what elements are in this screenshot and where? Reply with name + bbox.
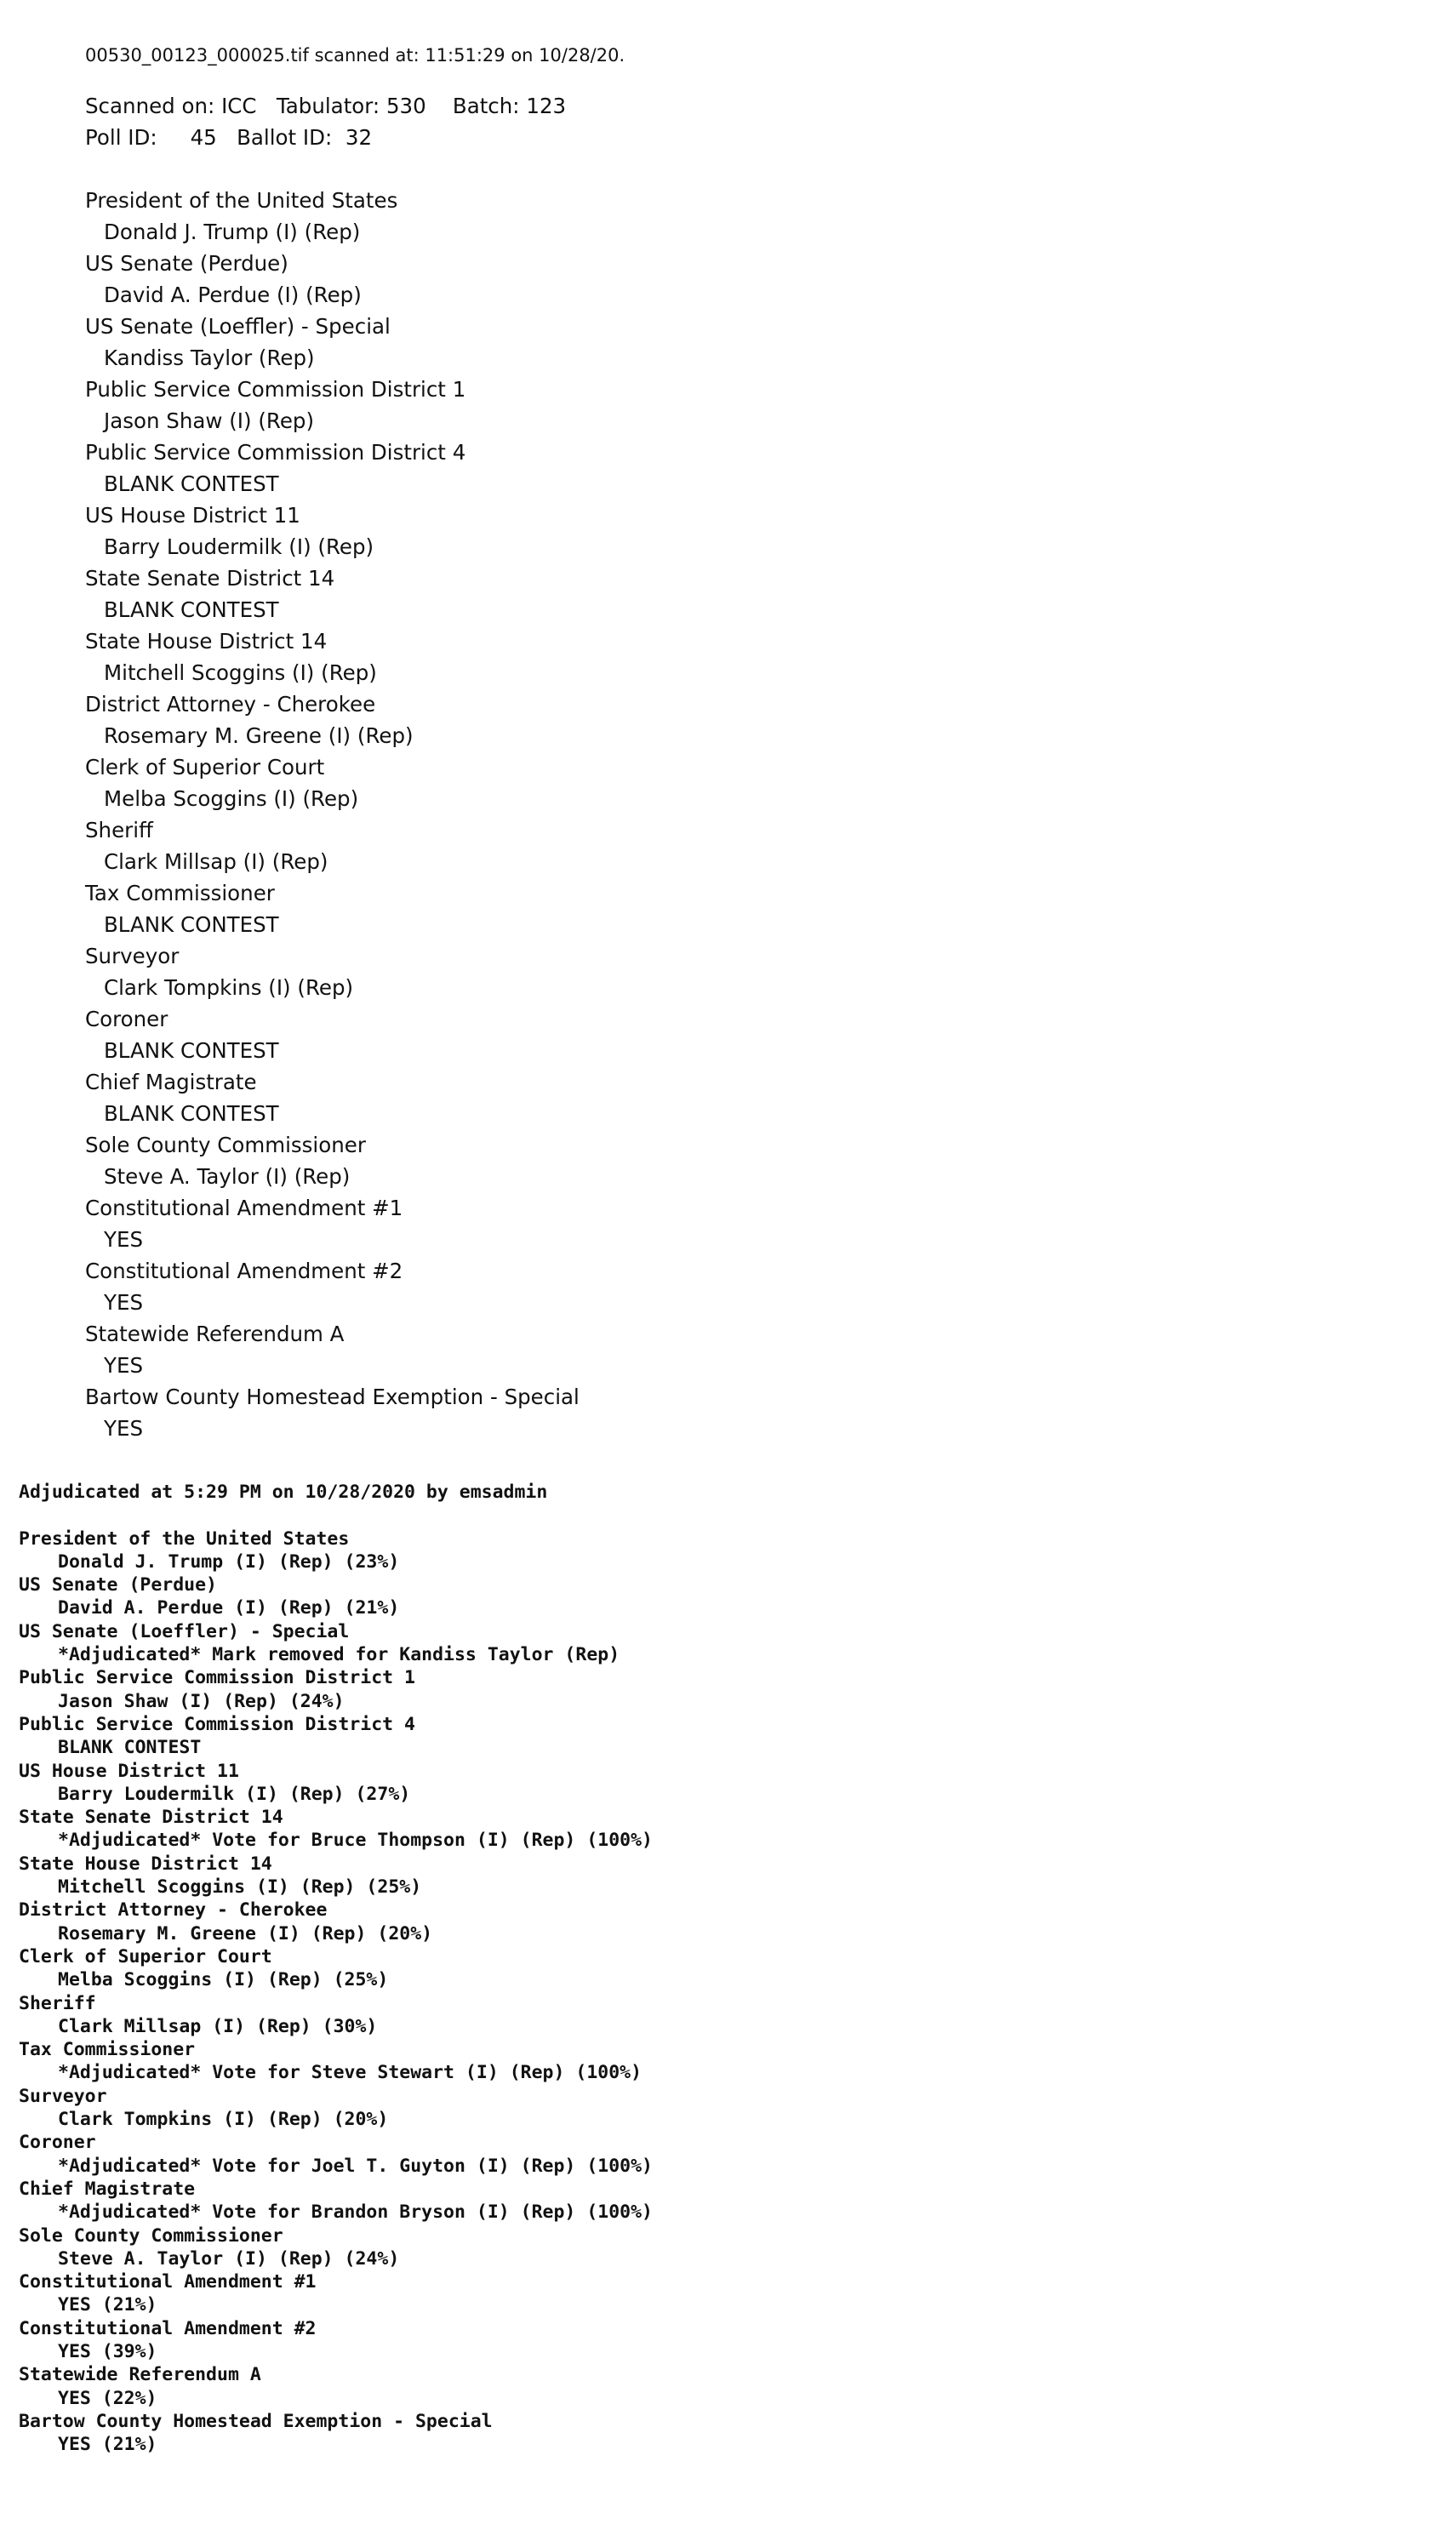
scan-record xyxy=(85,41,1413,1444)
contest-selection: Barry Loudermilk (I) (Rep) xyxy=(104,534,374,559)
contest-title: Tax Commissioner xyxy=(85,881,275,905)
contest-title: Chief Magistrate xyxy=(19,2178,196,2200)
contest-selection: YES (22%) xyxy=(58,2387,157,2409)
contest-selection: BLANK CONTEST xyxy=(104,471,279,496)
contest-title: Bartow County Homestead Exemption - Special xyxy=(85,1385,580,1409)
contest-title: Sole County Commissioner xyxy=(85,1133,366,1157)
contest-selection: Barry Loudermilk (I) (Rep) (27%) xyxy=(58,1783,411,1805)
contest-title: US Senate (Perdue) xyxy=(85,251,288,276)
contest-title: US Senate (Loeffler) - Special xyxy=(19,1620,350,1642)
contest-selection: David A. Perdue (I) (Rep) xyxy=(104,283,362,307)
contest-selection: YES xyxy=(104,1227,143,1252)
contest-selection: David A. Perdue (I) (Rep) (21%) xyxy=(58,1597,400,1619)
contest-title: Tax Commissioner xyxy=(19,2039,196,2061)
contest-selection: Clark Millsap (I) (Rep) xyxy=(104,849,328,874)
contest-title: Sole County Commissioner xyxy=(19,2224,283,2247)
contest-title: Surveyor xyxy=(19,2085,107,2107)
contest-title: State Senate District 14 xyxy=(19,1807,283,1829)
contest-title: Constitutional Amendment #1 xyxy=(85,1196,403,1220)
contest-selection: Donald J. Trump (I) (Rep) (23%) xyxy=(58,1550,400,1573)
contest-title: Constitutional Amendment #1 xyxy=(19,2271,317,2293)
scan-file-line: 00530_00123_000025.tif scanned at: 11:51:29 on 10/28/20. xyxy=(85,45,625,66)
contest-title: Constitutional Amendment #2 xyxy=(85,1259,403,1283)
contest-selection: Clark Tompkins (I) (Rep) (20%) xyxy=(58,2109,389,2131)
contest-selection: *Adjudicated* Vote for Joel T. Guyton (I) (Rep) (100%) xyxy=(58,2155,653,2177)
contest-title: Public Service Commission District 4 xyxy=(85,440,466,465)
adjudication-record xyxy=(19,1481,1423,2456)
contest-selection: *Adjudicated* Vote for Steve Stewart (I) (Rep) (100%) xyxy=(58,2062,642,2084)
contest-title: State Senate District 14 xyxy=(85,566,335,591)
contest-selection: Melba Scoggins (I) (Rep) (25%) xyxy=(58,1969,389,1991)
contest-title: Coroner xyxy=(85,1007,168,1031)
contest-title: US House District 11 xyxy=(85,503,300,528)
scan-contest-list xyxy=(85,185,1413,1444)
contest-title: Public Service Commission District 4 xyxy=(19,1713,415,1735)
contest-title: US House District 11 xyxy=(19,1760,239,1782)
scanned-on-line: Scanned on: ICC Tabulator: 530 Batch: 123 xyxy=(85,94,567,118)
contest-selection: BLANK CONTEST xyxy=(104,1101,279,1126)
contest-selection: BLANK CONTEST xyxy=(104,912,279,937)
contest-title: Statewide Referendum A xyxy=(19,2364,261,2386)
contest-title: State House District 14 xyxy=(85,629,328,654)
contest-title: Chief Magistrate xyxy=(85,1070,257,1094)
contest-selection: Clark Tompkins (I) (Rep) xyxy=(104,975,354,1000)
contest-selection: Rosemary M. Greene (I) (Rep) xyxy=(104,723,414,748)
contest-selection: YES (21%) xyxy=(58,2434,157,2456)
contest-selection: Mitchell Scoggins (I) (Rep) (25%) xyxy=(58,1876,422,1899)
contest-selection: BLANK CONTEST xyxy=(104,597,279,622)
contest-title: Coroner xyxy=(19,2132,96,2154)
contest-selection: Rosemary M. Greene (I) (Rep) (20%) xyxy=(58,1922,433,1944)
contest-selection: Jason Shaw (I) (Rep) xyxy=(104,408,315,433)
contest-title: Public Service Commission District 1 xyxy=(19,1667,415,1689)
contest-title: District Attorney - Cherokee xyxy=(85,692,376,717)
contest-title: US Senate (Perdue) xyxy=(19,1574,217,1596)
contest-title: US Senate (Loeffler) - Special xyxy=(85,314,391,339)
contest-selection: Steve A. Taylor (I) (Rep) (24%) xyxy=(58,2247,400,2270)
contest-title: State House District 14 xyxy=(19,1853,272,1875)
contest-selection: YES xyxy=(104,1416,143,1441)
contest-selection: YES xyxy=(104,1353,143,1378)
contest-title: President of the United States xyxy=(85,188,398,213)
contest-selection: YES (21%) xyxy=(58,2294,157,2316)
poll-ballot-line: Poll ID: 45 Ballot ID: 32 xyxy=(85,125,373,150)
contest-title: Statewide Referendum A xyxy=(85,1322,345,1346)
contest-selection: Clark Millsap (I) (Rep) (30%) xyxy=(58,2015,378,2037)
contest-selection: BLANK CONTEST xyxy=(58,1737,202,1759)
contest-title: Constitutional Amendment #2 xyxy=(19,2317,317,2339)
contest-selection: Kandiss Taylor (Rep) xyxy=(104,345,315,370)
contest-selection: Mitchell Scoggins (I) (Rep) xyxy=(104,660,377,685)
contest-title: Sheriff xyxy=(85,818,153,842)
contest-selection: Steve A. Taylor (I) (Rep) xyxy=(104,1164,351,1189)
contest-selection: *Adjudicated* Mark removed for Kandiss Taylor (Rep) xyxy=(58,1644,620,1666)
contest-selection: Donald J. Trump (I) (Rep) xyxy=(104,220,361,244)
contest-title: Sheriff xyxy=(19,1992,96,2014)
contest-selection: Jason Shaw (I) (Rep) (24%) xyxy=(58,1690,345,1712)
contest-title: Bartow County Homestead Exemption - Special xyxy=(19,2410,493,2432)
contest-selection: BLANK CONTEST xyxy=(104,1038,279,1063)
adjudication-contest-list xyxy=(19,1528,1423,2457)
contest-title: Public Service Commission District 1 xyxy=(85,377,466,402)
contest-selection: YES (39%) xyxy=(58,2340,157,2362)
contest-title: District Attorney - Cherokee xyxy=(19,1899,328,1922)
contest-title: President of the United States xyxy=(19,1528,350,1550)
contest-selection: Melba Scoggins (I) (Rep) xyxy=(104,786,359,811)
spacer xyxy=(85,153,1413,185)
contest-title: Clerk of Superior Court xyxy=(19,1945,272,1967)
contest-selection: *Adjudicated* Vote for Bruce Thompson (I) (Rep) (100%) xyxy=(58,1830,653,1852)
contest-title: Clerk of Superior Court xyxy=(85,755,325,779)
contest-selection: *Adjudicated* Vote for Brandon Bryson (I) (Rep) (100%) xyxy=(58,2201,653,2224)
adjudication-header: Adjudicated at 5:29 PM on 10/28/2020 by emsadmin xyxy=(19,1482,548,1503)
contest-title: Surveyor xyxy=(85,944,180,968)
contest-selection: YES xyxy=(104,1290,143,1315)
